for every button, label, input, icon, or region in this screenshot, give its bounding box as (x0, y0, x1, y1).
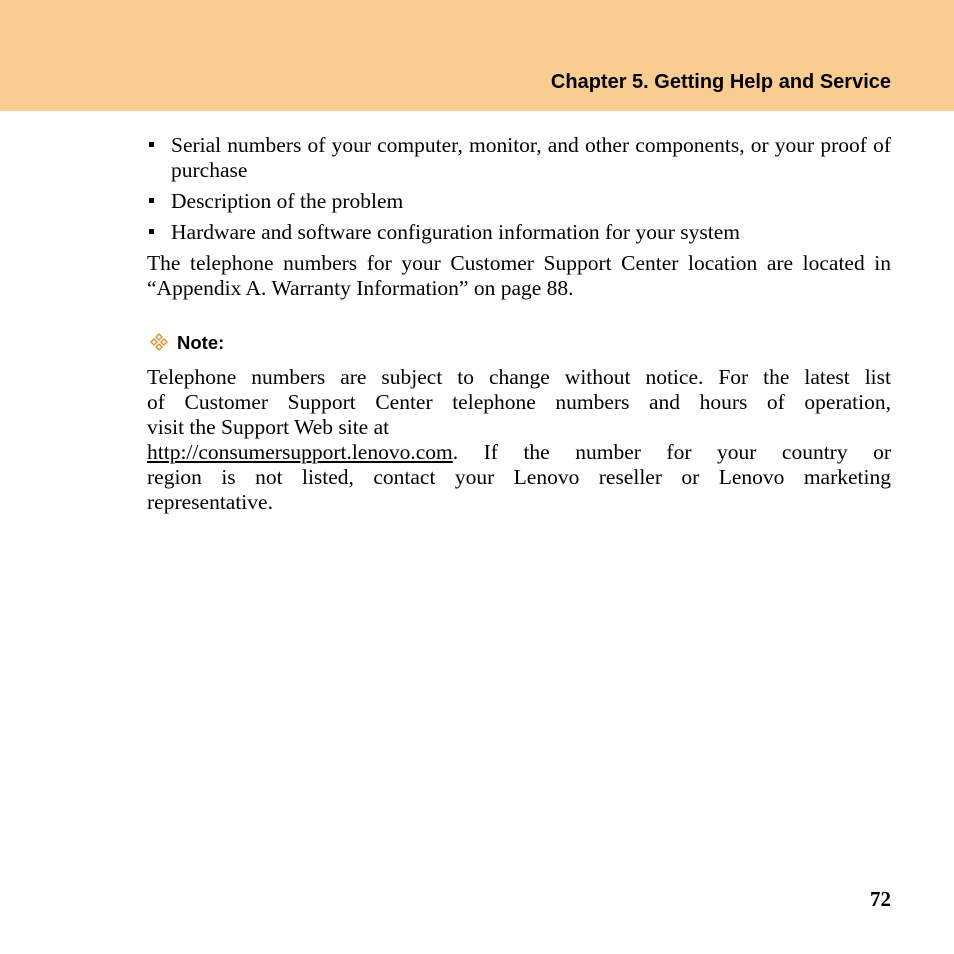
note-line: of Customer Support Center telephone numbers and hours of operation, (147, 390, 891, 414)
page-content (147, 133, 891, 515)
square-bullet-icon (149, 198, 154, 203)
list-item-text: Description of the problem (171, 189, 404, 213)
note-line: region is not listed, contact your Lenovo reseller or Lenovo marketing (147, 465, 891, 489)
support-website-link[interactable]: http://consumersupport.lenovo.com (147, 440, 453, 464)
list-item (147, 220, 891, 245)
list-item-text: Serial numbers of your computer, monitor, and other components, or your proof of purchase (171, 133, 891, 182)
requirements-list (147, 133, 891, 245)
page-number: 72 (870, 887, 891, 911)
note-diamond-icon (150, 333, 168, 351)
note-heading (147, 329, 891, 355)
list-item (147, 189, 891, 214)
note-body (147, 365, 891, 515)
note-line: visit the Support Web site at (147, 415, 390, 439)
square-bullet-icon (149, 142, 154, 147)
note-line: representative. (147, 490, 273, 514)
note-line: Telephone numbers are subject to change without notice. For the latest list (147, 365, 891, 389)
note-label: Note: (177, 331, 225, 353)
list-item-text: Hardware and software configuration information for your system (171, 220, 740, 244)
square-bullet-icon (149, 229, 154, 234)
header-band (0, 0, 954, 111)
note-line-with-link (147, 440, 891, 465)
list-item (147, 133, 891, 183)
support-paragraph: The telephone numbers for your Customer Support Center location are located in “Appendix A. Warranty Information” on page 88. (147, 251, 891, 300)
note-line-text: . If the number for your country or (452, 440, 891, 464)
chapter-title: Chapter 5. Getting Help and Service (550, 71, 891, 93)
